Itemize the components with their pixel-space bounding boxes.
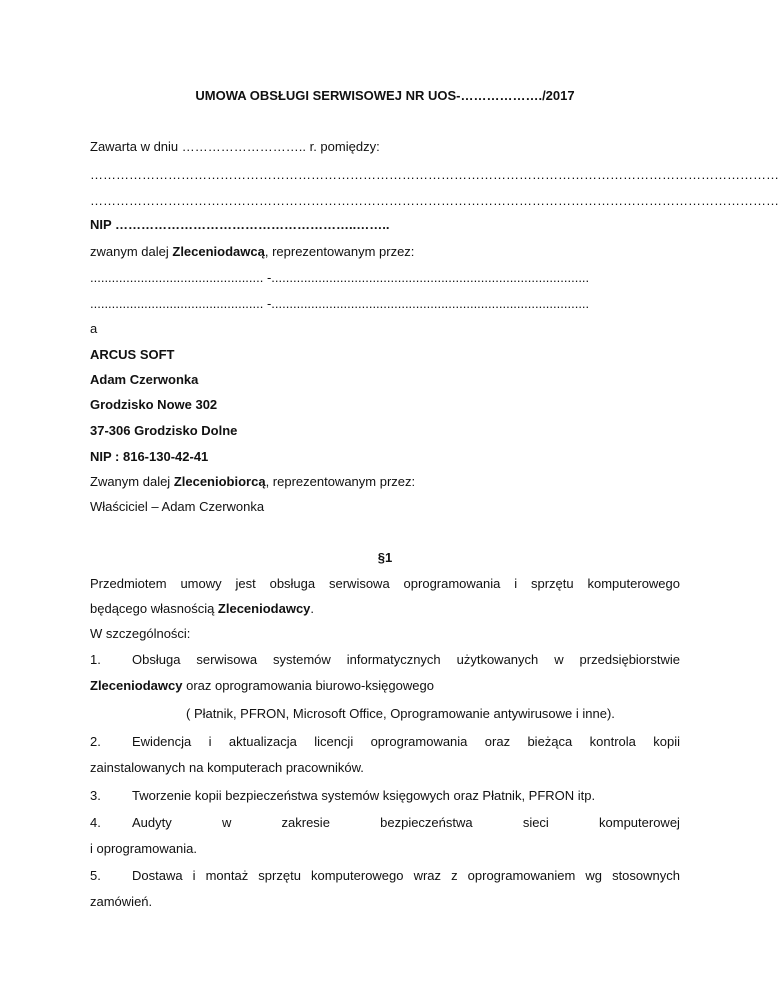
list-item-4-word: Audyty xyxy=(132,815,172,830)
contractor-desc-post: , reprezentowanym przez: xyxy=(265,474,416,489)
list-item-4-word: sieci xyxy=(522,815,549,830)
representative-line-2: ................................................ -........................................................................................ xyxy=(90,296,590,311)
client-role: Zleceniodawcą xyxy=(172,244,265,259)
list-item-1-line-3: ( Płatnik, PFRON, Microsoft Office, Oprogramowanie antywirusowe i inne). xyxy=(186,706,615,721)
client-desc-post: , reprezentowanym przez: xyxy=(264,244,415,259)
intro-line: Zawarta w dniu ……………………….. r. pomiędzy: xyxy=(90,139,380,154)
contractor-address-2: 37-306 Grodzisko Dolne xyxy=(90,423,238,438)
contractor-role: Zleceniobiorcą xyxy=(173,474,266,489)
list-item-5-number: 5. xyxy=(90,868,101,883)
contractor-person: Adam Czerwonka xyxy=(90,372,199,387)
list-item-5-text: Dostawa i montaż sprzętu komputerowego wraz z oprogramowaniem wg stosownych xyxy=(132,868,680,883)
subject-line-2 xyxy=(90,601,680,616)
list-item-4-line-2: i oprogramowania. xyxy=(90,841,197,856)
list-item-1-number: 1. xyxy=(90,652,101,667)
list-item-2-line-1 xyxy=(90,734,680,749)
list-item-4-number: 4. xyxy=(90,815,101,830)
subject-line-1: Przedmiotem umowy jest obsługa serwisowa oprogramowania i sprzętu komputerowego xyxy=(90,576,680,591)
list-item-1-line-2-text: oraz oprogramowania biurowo-księgowego xyxy=(182,678,434,693)
list-item-4-words xyxy=(132,815,680,830)
contractor-address-1: Grodzisko Nowe 302 xyxy=(90,397,218,412)
list-item-5-line-1 xyxy=(90,868,680,883)
conjunction: a xyxy=(90,321,98,336)
contractor-nip: NIP : 816-130-42-41 xyxy=(90,449,209,464)
list-item-4-word: komputerowej xyxy=(599,815,680,830)
contractor-name: ARCUS SOFT xyxy=(90,347,175,362)
list-item-1-text: Obsługa serwisowa systemów informatycznych użytkowanych w przedsiębiorstwie xyxy=(132,652,680,667)
dots-line-2: …………………………………………………………………………………………………………………………………………… xyxy=(90,193,779,208)
subject-line-2-pre: będącego własnością xyxy=(90,601,218,616)
list-item-2-line-2: zainstalowanych na komputerach pracowników. xyxy=(90,760,364,775)
list-item-1-line-1 xyxy=(90,652,680,667)
document-title: UMOWA OBSŁUGI SERWISOWEJ NR UOS-………………./2017 xyxy=(195,88,575,103)
list-item-4-word: zakresie xyxy=(281,815,330,830)
list-item-1-line-2 xyxy=(90,678,680,693)
list-item-4-word: w xyxy=(221,815,232,830)
owner-line: Właściciel – Adam Czerwonka xyxy=(90,499,265,514)
client-description xyxy=(90,244,680,259)
subject-line-2-bold: Zleceniodawcy xyxy=(217,601,311,616)
section-1-heading: §1 xyxy=(377,550,393,565)
dots-line-1: …………………………………………………………………………………………………………………………………………… xyxy=(90,167,779,182)
list-item-5-line-2: zamówień. xyxy=(90,894,153,909)
list-item-3-number: 3. xyxy=(90,788,101,803)
contractor-description xyxy=(90,474,680,489)
contractor-desc-pre: Zwanym dalej xyxy=(90,474,174,489)
list-item-4-word: bezpieczeństwa xyxy=(380,815,473,830)
list-item-3-text: Tworzenie kopii bezpieczeństwa systemów księgowych oraz Płatnik, PFRON itp. xyxy=(132,788,596,803)
in-particular: W szczególności: xyxy=(90,626,191,641)
representative-line-1: ................................................ -........................................................................................ xyxy=(90,270,590,285)
client-nip: NIP ………………………………………………..…….. xyxy=(90,217,390,232)
list-item-4-line-1 xyxy=(90,815,680,830)
list-item-3-line-1 xyxy=(90,788,680,803)
client-desc-pre: zwanym dalej xyxy=(90,244,173,259)
subject-line-2-post: . xyxy=(310,601,315,616)
list-item-1-bold: Zleceniodawcy xyxy=(90,678,183,693)
list-item-2-text: Ewidencja i aktualizacja licencji oprogramowania oraz bieżąca kontrola kopii xyxy=(132,734,680,749)
list-item-2-number: 2. xyxy=(90,734,101,749)
